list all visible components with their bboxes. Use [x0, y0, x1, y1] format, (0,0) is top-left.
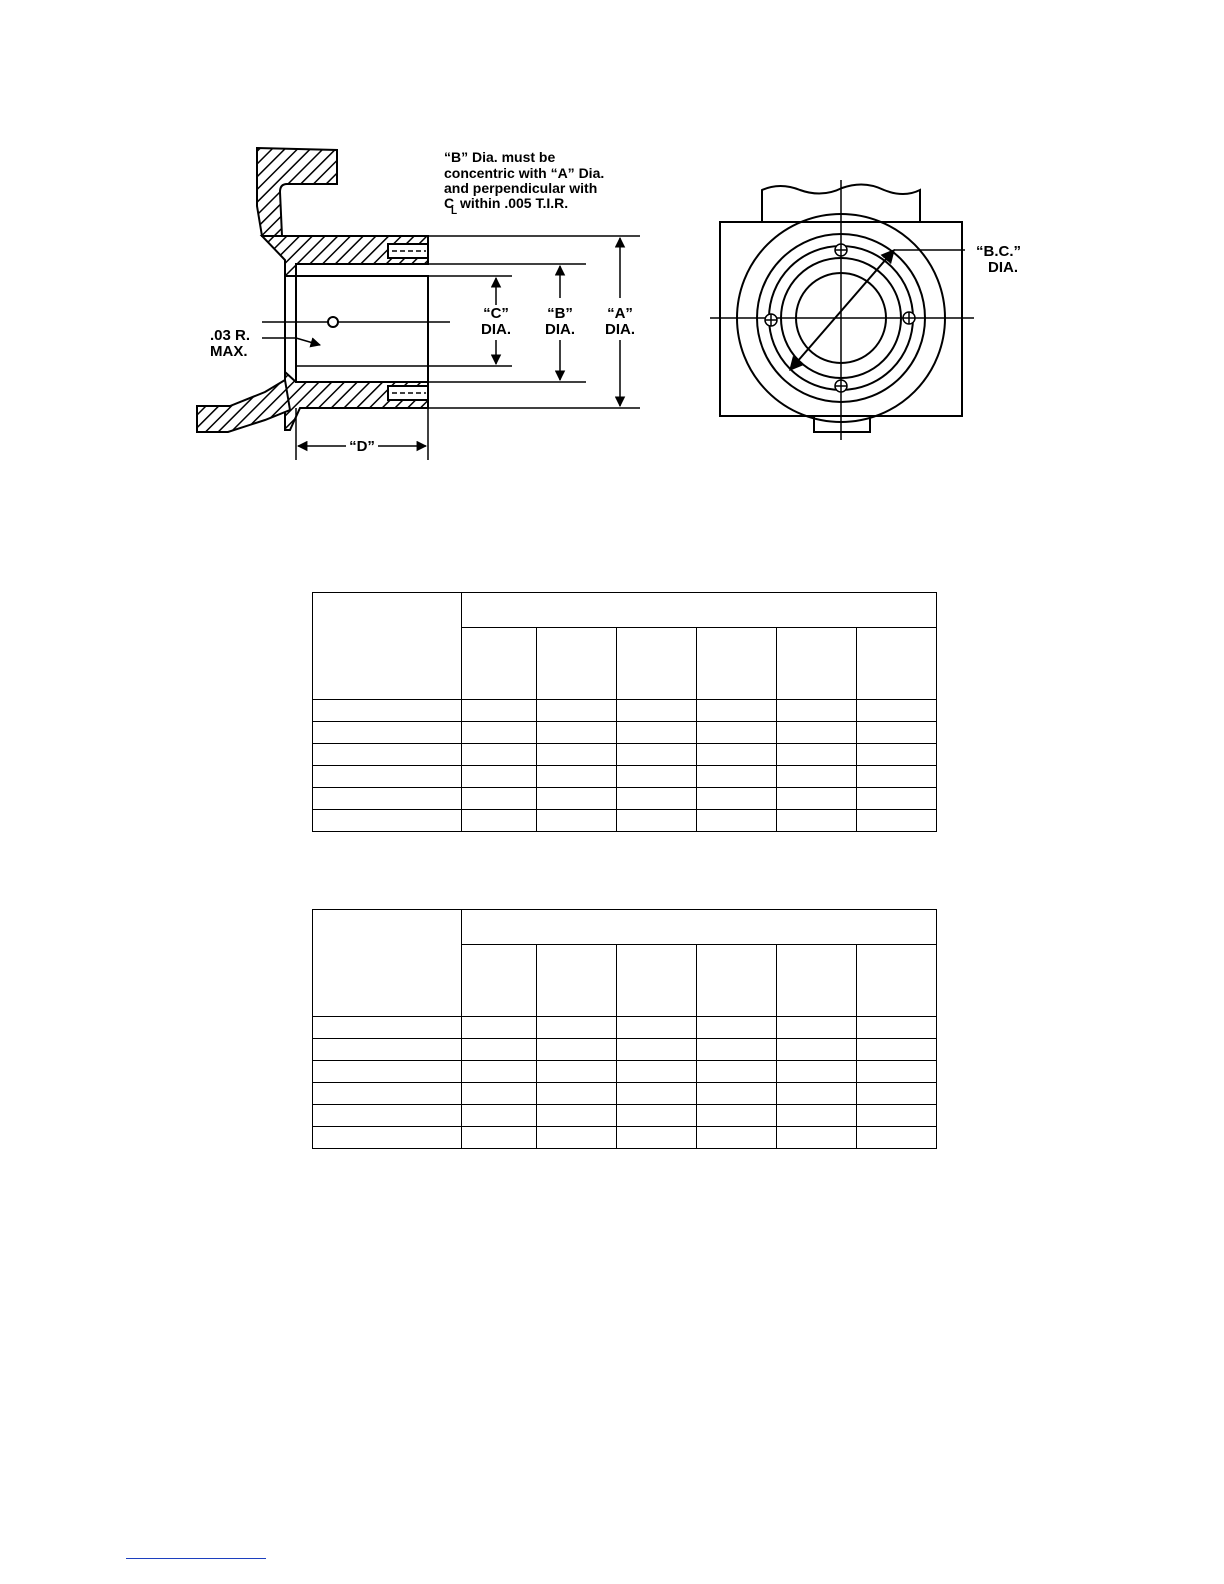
table-cell — [462, 810, 537, 832]
lower-yoke-ear — [197, 380, 290, 432]
table-cell — [462, 1083, 537, 1105]
table-cell — [857, 1127, 937, 1149]
table-row — [313, 744, 937, 766]
table-cell — [537, 1017, 617, 1039]
table-cell — [697, 1017, 777, 1039]
table-cell — [777, 788, 857, 810]
table-cell — [313, 1039, 462, 1061]
table-cell — [313, 1061, 462, 1083]
end-view — [710, 180, 974, 440]
table-cell — [857, 1061, 937, 1083]
table-cell — [697, 1039, 777, 1061]
table-cell — [313, 1083, 462, 1105]
table-cell — [857, 744, 937, 766]
table-cell — [462, 1127, 537, 1149]
table-header-cell — [777, 628, 857, 700]
table-cell — [857, 788, 937, 810]
table-cell — [537, 700, 617, 722]
center-mark — [328, 317, 338, 327]
dim-a-dia-label: DIA. — [605, 321, 635, 338]
table-cell — [617, 1017, 697, 1039]
table-header-cell — [617, 628, 697, 700]
table-cell — [617, 766, 697, 788]
table-cell — [462, 700, 537, 722]
dim-c-label: “C” — [483, 305, 509, 322]
table-header-cell — [537, 945, 617, 1017]
table-cell — [617, 744, 697, 766]
table-cell — [777, 1105, 857, 1127]
table-header-cell — [537, 628, 617, 700]
table-cell — [617, 722, 697, 744]
table-cell — [777, 766, 857, 788]
table-cell — [313, 744, 462, 766]
concentricity-note-line-3: and perpendicular with — [444, 180, 598, 196]
concentricity-note-line-2: concentric with “A” Dia. — [444, 165, 605, 181]
table-cell — [857, 1083, 937, 1105]
table-header-cell — [617, 945, 697, 1017]
concentricity-note-line-4: within .005 T.I.R. — [460, 195, 569, 211]
table-cell — [313, 788, 462, 810]
table-cell — [462, 744, 537, 766]
table-header-cell — [857, 945, 937, 1017]
table-row — [313, 1039, 937, 1061]
table-header-cell — [462, 945, 537, 1017]
table-cell — [857, 1105, 937, 1127]
table-cell — [537, 1039, 617, 1061]
table-row — [313, 1105, 937, 1127]
table-cell — [697, 1083, 777, 1105]
table-cell — [617, 1105, 697, 1127]
table-cell — [462, 766, 537, 788]
table-cell — [697, 1061, 777, 1083]
table-corner-cell — [313, 910, 462, 1017]
table-cell — [462, 1061, 537, 1083]
table-cell — [857, 810, 937, 832]
bolt-hole-right — [903, 312, 915, 324]
table-cell — [537, 1061, 617, 1083]
table-header-row — [313, 910, 937, 945]
table-cell — [617, 1083, 697, 1105]
table-row — [313, 1083, 937, 1105]
table-cell — [537, 766, 617, 788]
table-cell — [777, 722, 857, 744]
table-cell — [697, 700, 777, 722]
table-cell — [313, 700, 462, 722]
yoke-dimension-drawing — [0, 0, 1224, 480]
table-cell — [777, 1083, 857, 1105]
table-cell — [697, 1127, 777, 1149]
dim-d-label: “D” — [349, 438, 375, 455]
bolt-hole-left — [765, 314, 777, 326]
table-row — [313, 700, 937, 722]
bc-dia-dia-label: DIA. — [988, 259, 1018, 276]
dim-c-dia-label: DIA. — [481, 321, 511, 338]
table-cell — [537, 722, 617, 744]
table-cell — [462, 722, 537, 744]
bc-dia-label: “B.C.” — [976, 243, 1021, 260]
table-cell — [537, 1105, 617, 1127]
table-header-row — [313, 593, 937, 628]
table-cell — [462, 788, 537, 810]
radius-label-line-1: .03 R. — [210, 327, 251, 344]
dim-b-dia-label: DIA. — [545, 321, 575, 338]
table-cell — [857, 700, 937, 722]
table-cell — [313, 1105, 462, 1127]
table-header-cell — [857, 628, 937, 700]
table-group-header-cell — [462, 593, 937, 628]
radius-label-line-2: MAX. — [210, 343, 248, 360]
bottom-lug — [814, 416, 870, 432]
table-cell — [697, 810, 777, 832]
table-cell — [777, 744, 857, 766]
table-cell — [777, 1039, 857, 1061]
centerline-subscript: L — [451, 206, 458, 217]
table-row — [313, 810, 937, 832]
table-row — [313, 766, 937, 788]
concentricity-note-line-1: “B” Dia. must be — [444, 149, 556, 165]
table-cell — [777, 700, 857, 722]
dim-b-label: “B” — [547, 305, 573, 322]
table-row — [313, 1061, 937, 1083]
table-cell — [462, 1039, 537, 1061]
table-row — [313, 1017, 937, 1039]
dimension-table-2 — [312, 909, 937, 1149]
table-cell — [617, 788, 697, 810]
table-cell — [313, 1017, 462, 1039]
table-cell — [313, 1127, 462, 1149]
table-cell — [697, 766, 777, 788]
table-cell — [537, 788, 617, 810]
table-cell — [617, 700, 697, 722]
table-cell — [857, 766, 937, 788]
dim-a-label: “A” — [607, 305, 633, 322]
table-cell — [617, 1061, 697, 1083]
table-cell — [537, 1083, 617, 1105]
table-cell — [462, 1017, 537, 1039]
table-cell — [777, 1017, 857, 1039]
table-header-cell — [777, 945, 857, 1017]
table-cell — [313, 810, 462, 832]
centerline-symbol: C — [444, 195, 455, 211]
table-cell — [857, 1017, 937, 1039]
table-row — [313, 722, 937, 744]
table-cell — [777, 1061, 857, 1083]
table-cell — [697, 788, 777, 810]
table-cell — [777, 1127, 857, 1149]
table-cell — [313, 722, 462, 744]
table-cell — [313, 766, 462, 788]
table-cell — [617, 810, 697, 832]
table-cell — [857, 722, 937, 744]
table-cell — [537, 744, 617, 766]
table-cell — [697, 1105, 777, 1127]
table-header-cell — [697, 945, 777, 1017]
table-cell — [617, 1127, 697, 1149]
table-cell — [617, 1039, 697, 1061]
table-cell — [537, 1127, 617, 1149]
table-cell — [777, 810, 857, 832]
bolt-hole-top — [835, 244, 847, 256]
footnote-separator — [126, 1558, 266, 1559]
table-row — [313, 1127, 937, 1149]
table-row — [313, 788, 937, 810]
bolt-hole-bottom — [835, 380, 847, 392]
table-header-cell — [697, 628, 777, 700]
table-cell — [857, 1039, 937, 1061]
table-group-header-cell — [462, 910, 937, 945]
table-cell — [697, 744, 777, 766]
table-cell — [462, 1105, 537, 1127]
table-header-cell — [462, 628, 537, 700]
dimension-table-1 — [312, 592, 937, 832]
upper-yoke-ear — [257, 148, 337, 236]
table-cell — [537, 810, 617, 832]
table-cell — [697, 722, 777, 744]
table-corner-cell — [313, 593, 462, 700]
